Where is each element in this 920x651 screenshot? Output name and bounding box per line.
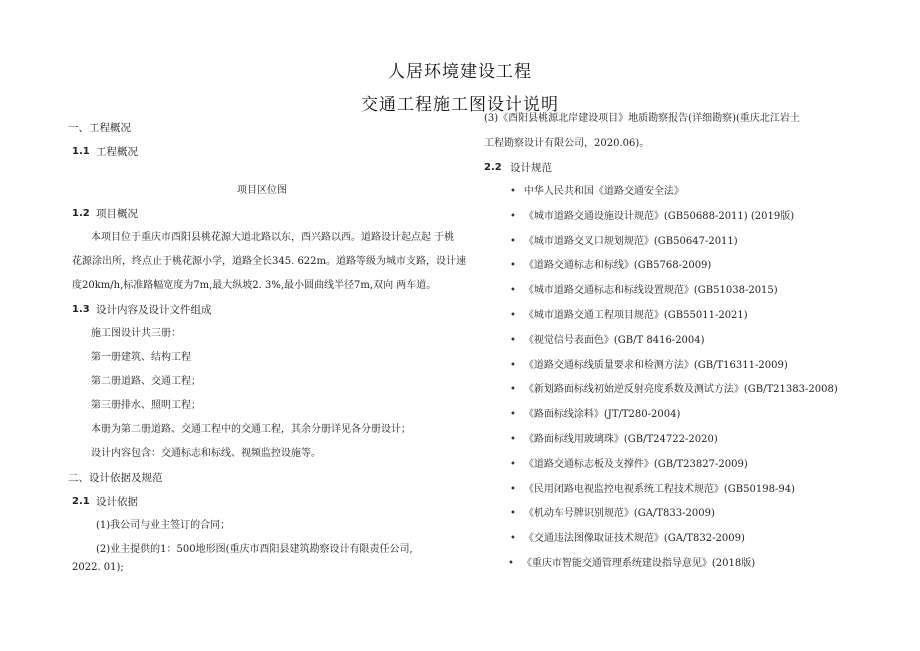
spec-item: • 《城市道路交通标志和标线设置规范》(GB51038-2015) xyxy=(510,285,778,297)
section-1-3-number: 1.3 xyxy=(72,304,90,315)
section-2-heading: 二、设计依据及规范 xyxy=(68,472,163,484)
basis-item-2: (2)业主提供的1：500地形图(重庆市酉阳县建筑勘察设计有限责任公司, xyxy=(96,544,413,555)
section-1-3-heading: 设计内容及设计文件组成 xyxy=(96,304,212,316)
design-line-6: 设计内容包含：交通标志和标线、视频监控设施等。 xyxy=(91,448,321,459)
spec-item: • 《城市道路交通设施设计规范》(GB50688-2011) (2019版) xyxy=(510,211,794,223)
project-paragraph-line-2: 花源涂出所，终点止于桃花源小学，道路全长345. 622m。道路等级为城市支路，设计速 xyxy=(72,256,467,267)
design-line-5: 本册为第二册道路、交通工程中的交通工程，其余分册详见各分册设计； xyxy=(91,424,411,435)
spec-item: • 《道路交通标线质量要求和检测方法》(GB/T16311-2009) xyxy=(510,360,788,372)
section-1-heading: 一、工程概况 xyxy=(68,122,131,134)
project-paragraph-line-1: 本项目位于重庆市酉阳县桃花源大道北路以东，酉兴路以西。道路设计起点起 于桃 xyxy=(91,232,455,243)
spec-item: • 中华人民共和国《道路交通安全法》 xyxy=(510,186,684,198)
spec-item: • 《路面标线涂料》(JT/T280-2004) xyxy=(510,409,680,421)
section-1-1-heading: 工程概况 xyxy=(96,146,138,158)
section-2-1-number: 2.1 xyxy=(72,496,90,507)
document-title: 人居环境建设工程 xyxy=(388,62,532,82)
spec-item: • 《新划路面标线初始逆反射亮度系数及测试方法》(GB/T21383-2008) xyxy=(510,384,838,396)
spec-item: • 《道路交通标志和标线》(GB5768-2009) xyxy=(510,260,711,272)
basis-item-3: (3)《酉阳县桃源北岸建设项目》地质勘察报告(详细勘察)(重庆北江岩土 xyxy=(484,113,800,124)
basis-item-3-continued: 工程勘察设计有限公司，2020.06)。 xyxy=(484,138,650,149)
spec-item: • 《民用闭路电视监控电视系统工程技术规范》(GB50198-94) xyxy=(510,484,795,496)
design-line-2: 第一册建筑、结构工程 xyxy=(91,352,191,363)
design-line-1: 施工图设计共三册： xyxy=(91,328,181,339)
design-line-4: 第三册排水、照明工程； xyxy=(91,400,201,411)
section-1-1-number: 1.1 xyxy=(72,146,90,157)
spec-item: • 《视觉信号表面色》(GB/T 8416-2004) xyxy=(510,335,705,347)
spec-item: • 《机动车号牌识别规范》(GA/T833-2009) xyxy=(510,508,715,520)
spec-item: • 《城市道路交叉口规划规范》(GB50647-2011) xyxy=(510,236,738,248)
document-subtitle: 交通工程施工图设计说明 xyxy=(361,95,559,115)
spec-item: • 《道路交通标志板及支撑件》(GB/T23827-2009) xyxy=(510,459,748,471)
section-1-2-heading: 项目概况 xyxy=(96,208,138,220)
spec-item: • 《交通违法图像取证技术规范》(GA/T832-2009) xyxy=(510,533,745,545)
section-1-2-number: 1.2 xyxy=(72,208,90,219)
project-paragraph-line-3: 度20km/h,标准路幅宽度为7m,最大纵坡2. 3%,最小圆曲线半径7m,双向 两车道。 xyxy=(72,280,437,291)
spec-item: • 《重庆市智能交通管理系统建设指导意见》(2018版) xyxy=(508,558,755,570)
spec-item: • 《城市道路交通工程项目规范》(GB55011-2021) xyxy=(510,310,748,322)
design-line-3: 第二册道路、交通工程； xyxy=(91,376,201,387)
spec-item: • 《路面标线用玻璃珠》(GB/T24722-2020) xyxy=(510,434,718,446)
section-2-1-heading: 设计依据 xyxy=(96,496,138,508)
basis-item-1: (1)我公司与业主签订的合同； xyxy=(96,520,231,531)
section-2-2-heading: 设计规范 xyxy=(510,162,552,174)
basis-item-2-continued: 2022. 01); xyxy=(72,562,124,573)
section-2-2-number: 2.2 xyxy=(484,162,502,173)
map-caption: 项目区位图 xyxy=(237,185,287,196)
